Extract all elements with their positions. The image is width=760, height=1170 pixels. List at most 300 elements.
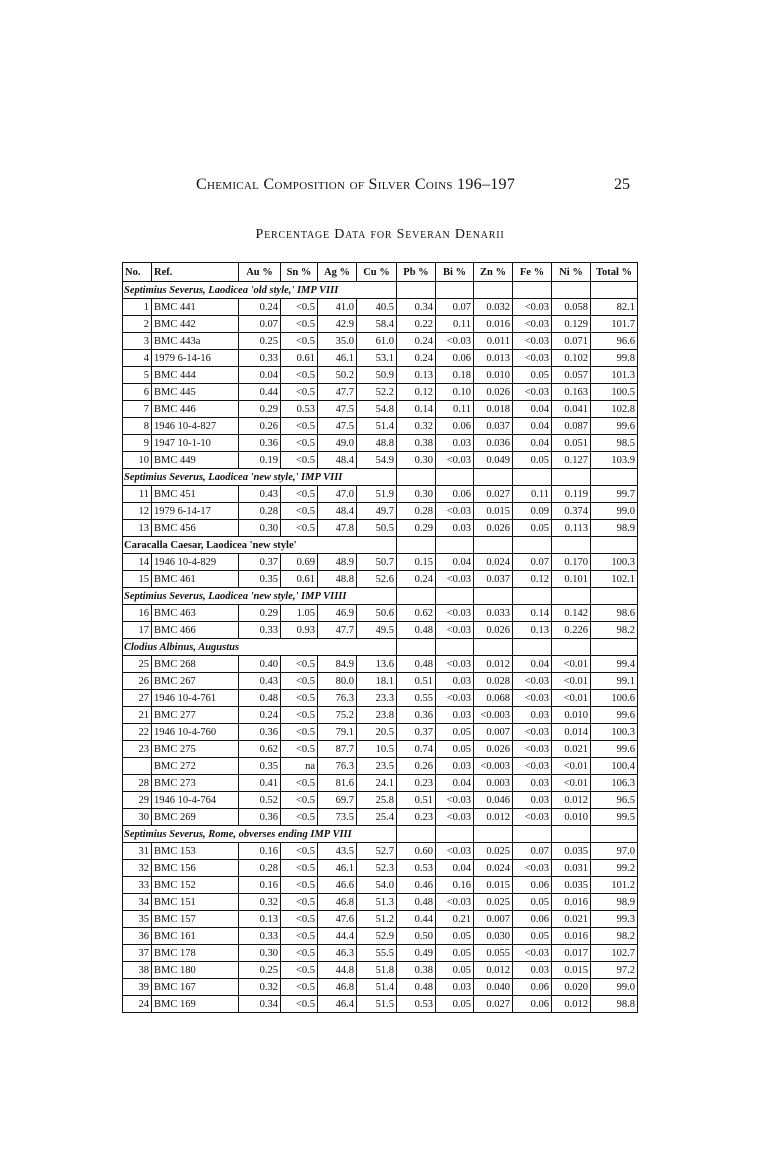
running-head [0,176,760,196]
sample-number-cell: 36 [123,928,152,945]
table-row [123,673,638,690]
sample-number-cell: 37 [123,945,152,962]
value-cell: 23.5 [357,758,397,775]
table-row [123,520,638,537]
empty-cell [436,537,474,554]
value-cell: <0.5 [281,979,318,996]
value-cell: 80.0 [318,673,357,690]
table-row [123,435,638,452]
value-cell: 0.36 [239,435,281,452]
reference-cell: BMC 451 [152,486,239,503]
reference-cell: 1979 6-14-16 [152,350,239,367]
sample-number-cell: 32 [123,860,152,877]
value-cell: 0.04 [513,418,552,435]
value-cell: 0.05 [513,520,552,537]
reference-cell: BMC 267 [152,673,239,690]
value-cell: 0.25 [239,962,281,979]
value-cell: 1.05 [281,605,318,622]
column-header: Bi % [436,263,474,282]
value-cell: 76.3 [318,690,357,707]
sample-number-cell: 33 [123,877,152,894]
value-cell: <0.03 [436,452,474,469]
value-cell: 0.38 [397,435,436,452]
sample-number-cell: 8 [123,418,152,435]
reference-cell: BMC 445 [152,384,239,401]
column-header: Fe % [513,263,552,282]
value-cell: 0.34 [239,996,281,1013]
value-cell: 100.3 [591,554,638,571]
value-cell: 47.8 [318,520,357,537]
table-row [123,316,638,333]
empty-cell [513,282,552,299]
value-cell: <0.5 [281,741,318,758]
value-cell: 0.16 [436,877,474,894]
value-cell: 0.61 [281,350,318,367]
reference-cell: BMC 443a [152,333,239,350]
value-cell: 0.33 [239,622,281,639]
value-cell: 50.2 [318,367,357,384]
empty-cell [513,639,552,656]
value-cell: 0.016 [552,928,591,945]
value-cell: 0.32 [239,894,281,911]
value-cell: 0.38 [397,962,436,979]
empty-cell [591,469,638,486]
value-cell: 0.016 [474,316,513,333]
value-cell: 0.07 [513,554,552,571]
value-cell: 50.7 [357,554,397,571]
value-cell: 0.007 [474,911,513,928]
table-row [123,996,638,1013]
value-cell: 0.07 [436,299,474,316]
value-cell: 0.374 [552,503,591,520]
value-cell: <0.5 [281,945,318,962]
reference-cell: BMC 461 [152,571,239,588]
empty-cell [552,826,591,843]
value-cell: 0.16 [239,843,281,860]
empty-cell [474,282,513,299]
value-cell: 0.012 [474,809,513,826]
value-cell: 46.8 [318,979,357,996]
value-cell: 98.6 [591,605,638,622]
sample-number-cell: 28 [123,775,152,792]
sample-number-cell: 5 [123,367,152,384]
table-row [123,299,638,316]
value-cell: 0.24 [239,707,281,724]
value-cell: 0.03 [513,707,552,724]
value-cell: 54.9 [357,452,397,469]
value-cell: 0.35 [239,571,281,588]
value-cell: 13.6 [357,656,397,673]
reference-cell: BMC 157 [152,911,239,928]
value-cell: <0.03 [436,656,474,673]
value-cell: 0.018 [474,401,513,418]
value-cell: <0.03 [436,605,474,622]
value-cell: 0.101 [552,571,591,588]
sample-number-cell: 2 [123,316,152,333]
value-cell: 0.33 [239,928,281,945]
empty-cell [552,469,591,486]
value-cell: 46.3 [318,945,357,962]
value-cell: 0.19 [239,452,281,469]
value-cell: 0.34 [397,299,436,316]
empty-cell [436,639,474,656]
value-cell: 0.44 [239,384,281,401]
value-cell: <0.5 [281,877,318,894]
value-cell: 0.26 [397,758,436,775]
value-cell: 48.4 [318,503,357,520]
value-cell: <0.5 [281,962,318,979]
reference-cell: BMC 273 [152,775,239,792]
value-cell: 51.4 [357,979,397,996]
value-cell: 100.4 [591,758,638,775]
value-cell: 0.62 [397,605,436,622]
sample-number-cell: 34 [123,894,152,911]
reference-cell: BMC 449 [152,452,239,469]
value-cell: 0.35 [239,758,281,775]
column-header: Zn % [474,263,513,282]
reference-cell: BMC 152 [152,877,239,894]
value-cell: 52.2 [357,384,397,401]
value-cell: 101.2 [591,877,638,894]
value-cell: 23.3 [357,690,397,707]
value-cell: 0.13 [397,367,436,384]
reference-cell: BMC 442 [152,316,239,333]
value-cell: 0.024 [474,554,513,571]
value-cell: 24.1 [357,775,397,792]
section-heading: Septimius Severus, Rome, obverses ending IMP VIII [123,826,397,843]
value-cell: 10.5 [357,741,397,758]
section-heading: Septimius Severus, Laodicea 'new style,' IMP VIII [123,469,397,486]
value-cell: 99.4 [591,656,638,673]
reference-cell: BMC 180 [152,962,239,979]
value-cell: 23.8 [357,707,397,724]
value-cell: <0.5 [281,367,318,384]
value-cell: 0.016 [552,894,591,911]
value-cell: 0.035 [552,843,591,860]
value-cell: 0.04 [436,775,474,792]
value-cell: <0.5 [281,299,318,316]
value-cell: 0.48 [239,690,281,707]
value-cell: 0.12 [397,384,436,401]
value-cell: 49.7 [357,503,397,520]
value-cell: 0.29 [239,605,281,622]
value-cell: 0.068 [474,690,513,707]
table-row [123,962,638,979]
value-cell: 47.7 [318,384,357,401]
value-cell: <0.5 [281,996,318,1013]
sample-number-cell: 11 [123,486,152,503]
value-cell: 47.5 [318,401,357,418]
column-header: Pb % [397,263,436,282]
value-cell: 98.9 [591,894,638,911]
value-cell: <0.5 [281,486,318,503]
table-row [123,452,638,469]
empty-cell [552,588,591,605]
value-cell: 0.28 [239,860,281,877]
value-cell: <0.5 [281,843,318,860]
table-row [123,724,638,741]
value-cell: 0.48 [397,656,436,673]
table-row [123,367,638,384]
value-cell: 54.8 [357,401,397,418]
value-cell: 79.1 [318,724,357,741]
empty-cell [552,639,591,656]
value-cell: <0.03 [513,316,552,333]
value-cell: <0.5 [281,690,318,707]
value-cell: 0.03 [436,435,474,452]
value-cell: 0.087 [552,418,591,435]
value-cell: 51.2 [357,911,397,928]
value-cell: <0.03 [513,299,552,316]
value-cell: 0.027 [474,996,513,1013]
value-cell: 0.24 [397,350,436,367]
value-cell: <0.5 [281,520,318,537]
value-cell: 47.6 [318,911,357,928]
value-cell: 0.43 [239,673,281,690]
empty-cell [436,826,474,843]
sample-number-cell: 23 [123,741,152,758]
value-cell: 0.61 [281,571,318,588]
empty-cell [591,826,638,843]
value-cell: 0.04 [513,435,552,452]
table-row [123,758,638,775]
column-header: Cu % [357,263,397,282]
value-cell: 0.026 [474,384,513,401]
table-row [123,911,638,928]
value-cell: 46.1 [318,350,357,367]
value-cell: 100.3 [591,724,638,741]
value-cell: 0.62 [239,741,281,758]
table-row [123,809,638,826]
value-cell: 44.4 [318,928,357,945]
sample-number-cell: 7 [123,401,152,418]
value-cell: 0.41 [239,775,281,792]
value-cell: 25.4 [357,809,397,826]
empty-cell [397,588,436,605]
value-cell: 47.5 [318,418,357,435]
value-cell: 0.04 [513,656,552,673]
value-cell: 0.25 [239,333,281,350]
value-cell: 46.1 [318,860,357,877]
value-cell: 0.16 [239,877,281,894]
value-cell: 0.49 [397,945,436,962]
value-cell: 0.18 [436,367,474,384]
value-cell: <0.5 [281,316,318,333]
value-cell: <0.03 [436,690,474,707]
value-cell: 48.8 [357,435,397,452]
value-cell: 0.07 [239,316,281,333]
value-cell: 51.4 [357,418,397,435]
value-cell: 0.46 [397,877,436,894]
reference-cell: BMC 466 [152,622,239,639]
value-cell: 99.7 [591,486,638,503]
table-row [123,486,638,503]
column-header: Sn % [281,263,318,282]
value-cell: <0.5 [281,333,318,350]
value-cell: 0.14 [397,401,436,418]
table-row [123,843,638,860]
value-cell: 0.21 [436,911,474,928]
value-cell: <0.03 [513,673,552,690]
reference-cell: 1946 10-4-764 [152,792,239,809]
value-cell: 0.046 [474,792,513,809]
table-row [123,350,638,367]
value-cell: 0.05 [436,928,474,945]
value-cell: <0.03 [513,758,552,775]
value-cell: <0.5 [281,707,318,724]
value-cell: 18.1 [357,673,397,690]
value-cell: <0.5 [281,418,318,435]
table-row [123,690,638,707]
table-row [123,571,638,588]
value-cell: 0.05 [436,724,474,741]
section-heading-row [123,588,638,605]
value-cell: 0.04 [436,860,474,877]
sample-number-cell: 29 [123,792,152,809]
value-cell: 0.33 [239,350,281,367]
sample-number-cell: 25 [123,656,152,673]
value-cell: 46.6 [318,877,357,894]
value-cell: 0.014 [552,724,591,741]
value-cell: 0.030 [474,928,513,945]
value-cell: 0.48 [397,979,436,996]
value-cell: <0.003 [474,707,513,724]
column-header: No. [123,263,152,282]
value-cell: 0.129 [552,316,591,333]
value-cell: <0.01 [552,758,591,775]
value-cell: 50.5 [357,520,397,537]
value-cell: 98.2 [591,928,638,945]
value-cell: 99.6 [591,418,638,435]
value-cell: <0.01 [552,775,591,792]
column-header: Ni % [552,263,591,282]
reference-cell: 1947 10-1-10 [152,435,239,452]
value-cell: 0.23 [397,809,436,826]
table-row [123,979,638,996]
value-cell: 51.5 [357,996,397,1013]
empty-cell [591,282,638,299]
sample-number-cell: 16 [123,605,152,622]
column-header: Ref. [152,263,239,282]
value-cell: 52.3 [357,860,397,877]
sample-number-cell: 17 [123,622,152,639]
value-cell: 0.06 [436,350,474,367]
column-header: Ag % [318,263,357,282]
reference-cell: BMC 153 [152,843,239,860]
sample-number-cell: 26 [123,673,152,690]
reference-cell: BMC 161 [152,928,239,945]
value-cell: 0.23 [397,775,436,792]
sample-number-cell: 31 [123,843,152,860]
empty-cell [397,639,436,656]
reference-cell: BMC 275 [152,741,239,758]
empty-cell [436,282,474,299]
value-cell: 0.03 [436,707,474,724]
value-cell: 96.5 [591,792,638,809]
value-cell: 0.007 [474,724,513,741]
value-cell: <0.03 [436,894,474,911]
value-cell: 0.24 [397,333,436,350]
table-row [123,622,638,639]
value-cell: 0.09 [513,503,552,520]
value-cell: 0.027 [474,486,513,503]
reference-cell: BMC 151 [152,894,239,911]
value-cell: 0.03 [436,520,474,537]
sample-number-cell: 4 [123,350,152,367]
value-cell: <0.03 [513,333,552,350]
value-cell: 0.113 [552,520,591,537]
sample-number-cell [123,758,152,775]
value-cell: 102.7 [591,945,638,962]
value-cell: 0.10 [436,384,474,401]
value-cell: 0.05 [513,894,552,911]
value-cell: <0.03 [436,792,474,809]
value-cell: 0.51 [397,673,436,690]
value-cell: 97.2 [591,962,638,979]
value-cell: <0.03 [513,350,552,367]
reference-cell: BMC 456 [152,520,239,537]
value-cell: <0.01 [552,690,591,707]
value-cell: 0.36 [397,707,436,724]
table-row [123,741,638,758]
value-cell: 0.05 [513,452,552,469]
value-cell: 0.017 [552,945,591,962]
value-cell: 99.0 [591,979,638,996]
value-cell: 50.6 [357,605,397,622]
value-cell: 0.11 [513,486,552,503]
section-heading: Clodius Albinus, Augustus [123,639,397,656]
value-cell: 0.32 [397,418,436,435]
value-cell: <0.5 [281,384,318,401]
table-row [123,894,638,911]
empty-cell [513,588,552,605]
value-cell: 99.3 [591,911,638,928]
value-cell: 48.4 [318,452,357,469]
section-heading: Septimius Severus, Laodicea 'new style,' IMP VIIII [123,588,397,605]
value-cell: 0.03 [513,792,552,809]
value-cell: 0.04 [513,401,552,418]
value-cell: <0.01 [552,656,591,673]
value-cell: 73.5 [318,809,357,826]
value-cell: 51.8 [357,962,397,979]
value-cell: 0.127 [552,452,591,469]
value-cell: 51.9 [357,486,397,503]
value-cell: 0.50 [397,928,436,945]
value-cell: 0.049 [474,452,513,469]
sample-number-cell: 27 [123,690,152,707]
value-cell: <0.5 [281,452,318,469]
value-cell: 0.051 [552,435,591,452]
value-cell: 40.5 [357,299,397,316]
reference-cell: BMC 463 [152,605,239,622]
value-cell: <0.003 [474,758,513,775]
empty-cell [591,537,638,554]
reference-cell: BMC 169 [152,996,239,1013]
value-cell: <0.5 [281,894,318,911]
severan-denarii-table [122,262,638,1013]
value-cell: 75.2 [318,707,357,724]
table-row [123,860,638,877]
sample-number-cell: 14 [123,554,152,571]
value-cell: 25.8 [357,792,397,809]
value-cell: 47.0 [318,486,357,503]
value-cell: 0.102 [552,350,591,367]
value-cell: 46.9 [318,605,357,622]
reference-cell: BMC 446 [152,401,239,418]
value-cell: 0.30 [397,486,436,503]
value-cell: 81.6 [318,775,357,792]
value-cell: 44.8 [318,962,357,979]
